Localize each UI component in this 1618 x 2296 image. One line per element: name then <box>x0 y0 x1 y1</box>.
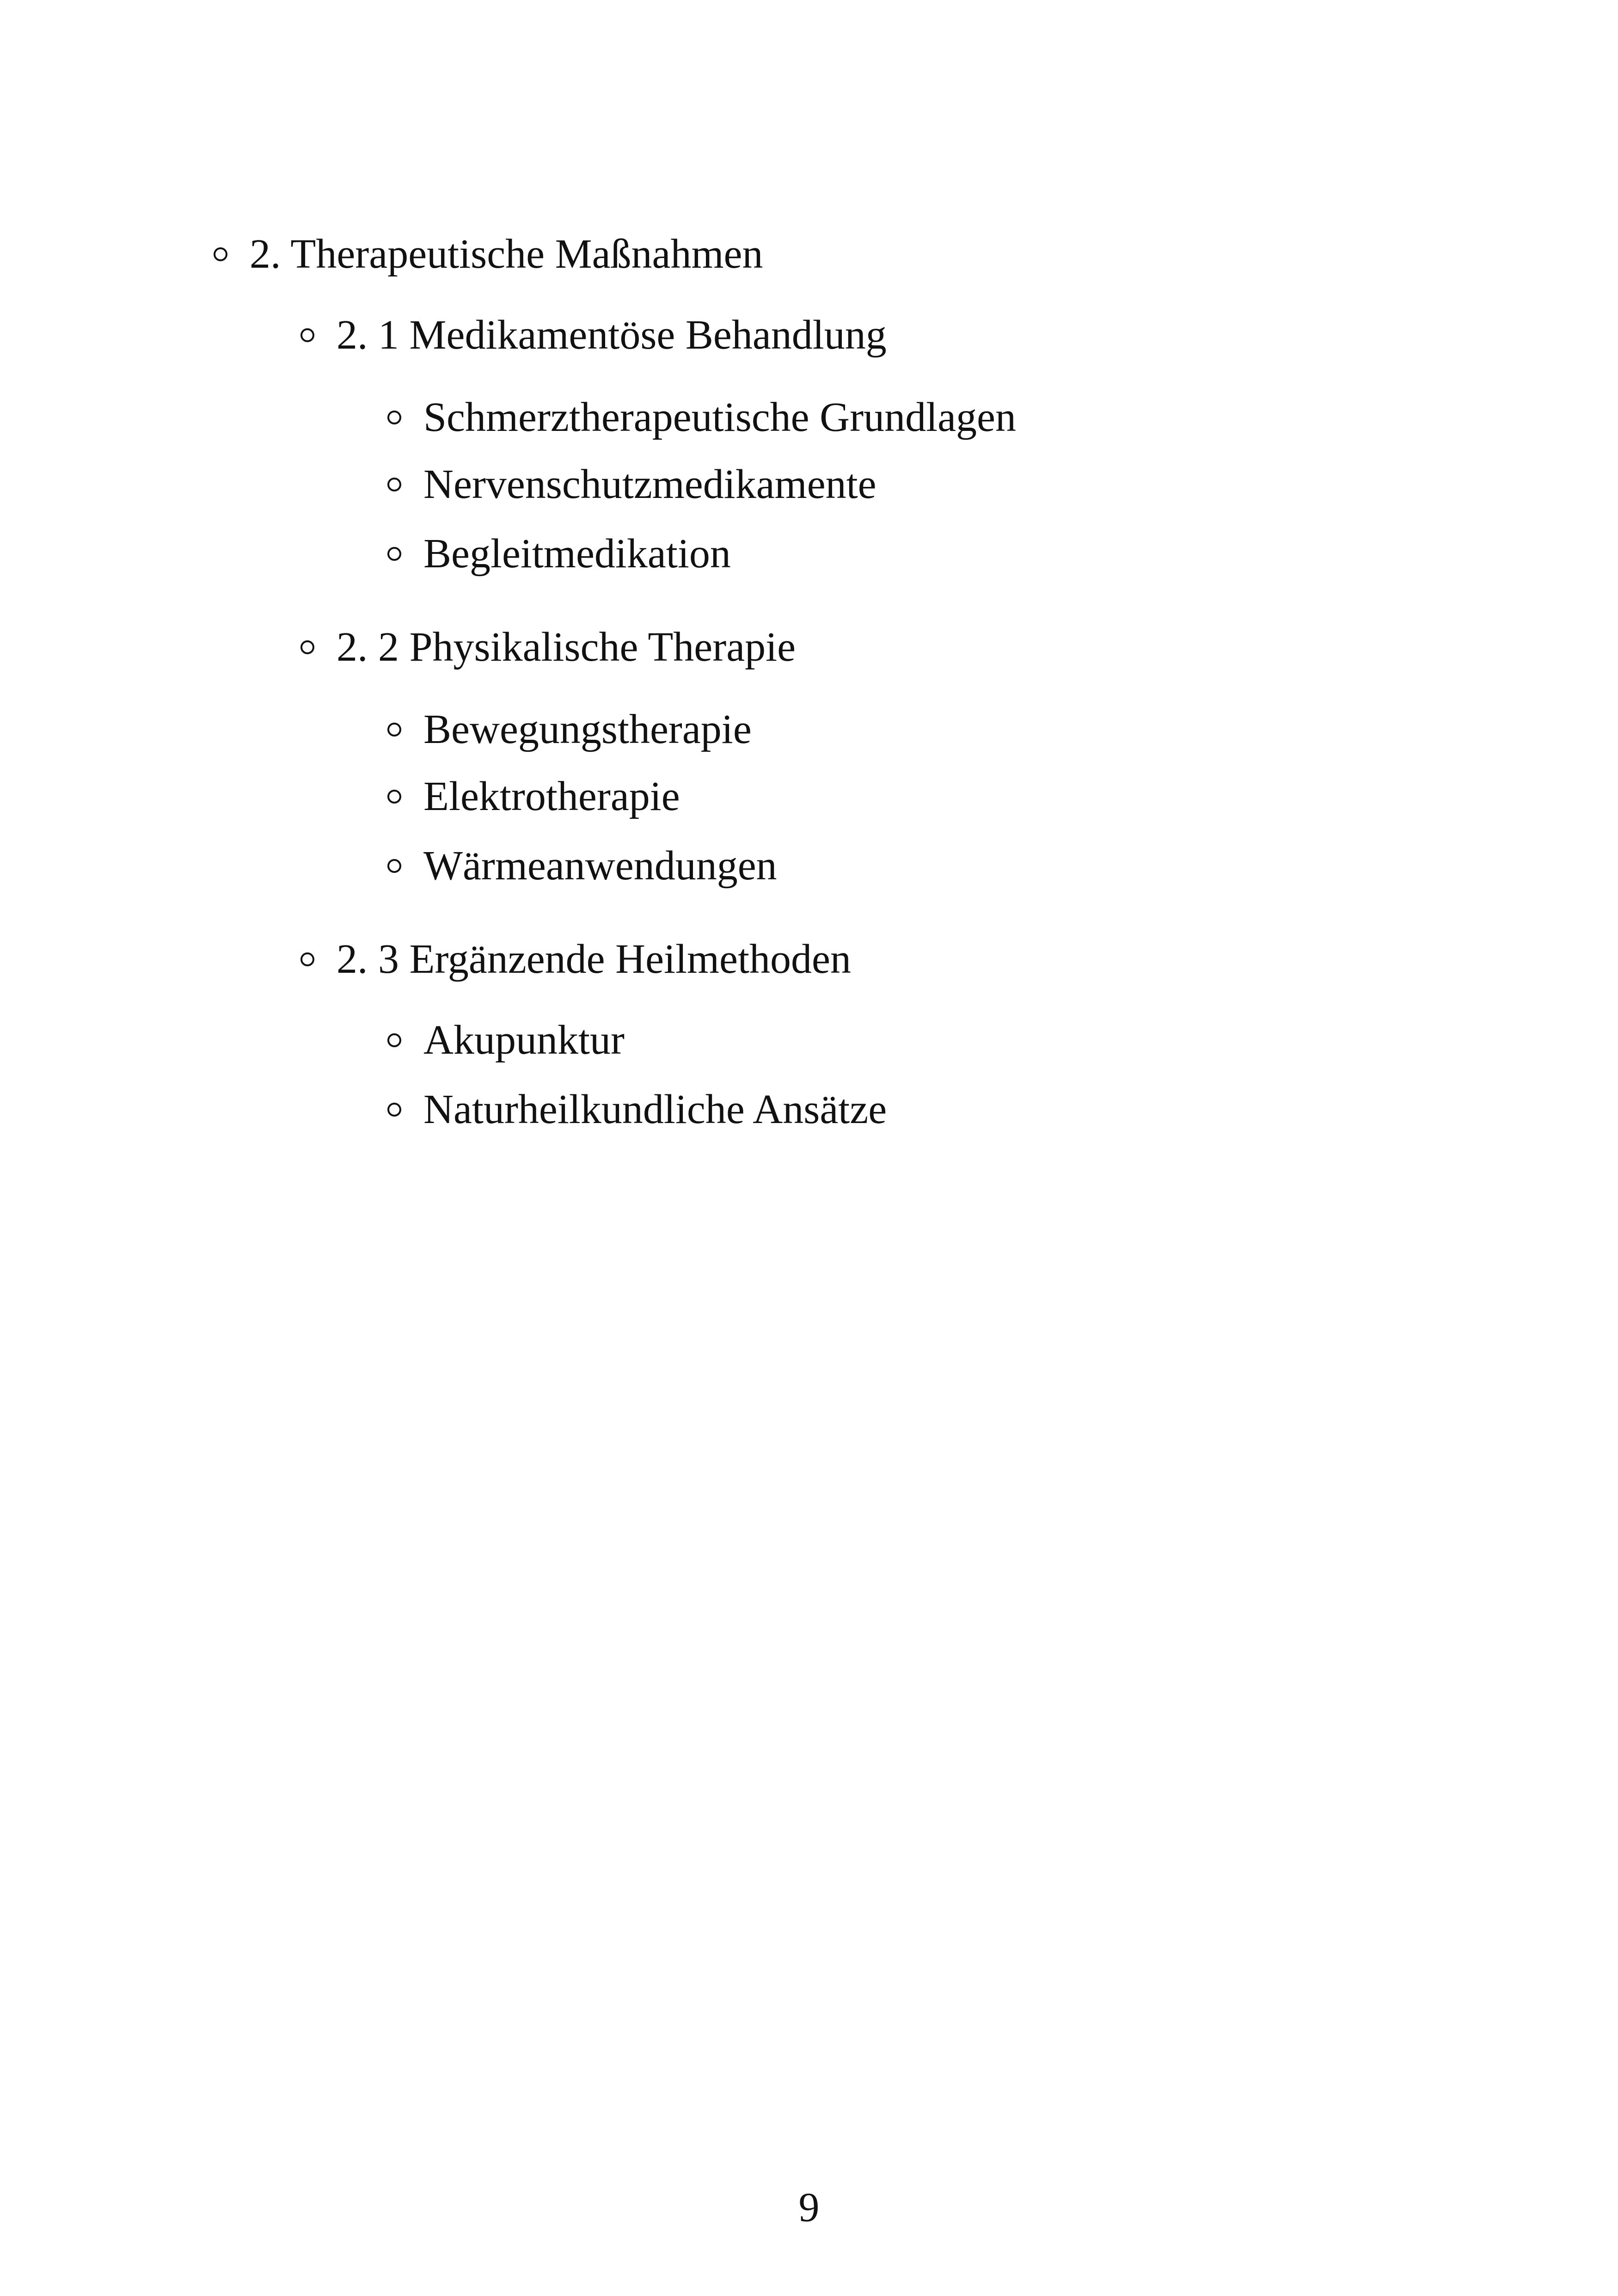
subitem-label: Schmerztherapeutische Grundlagen <box>423 394 1016 440</box>
subitem-label: Elektrotherapie <box>423 774 680 819</box>
subitem-label: Naturheilkundliche Ansätze <box>423 1087 887 1132</box>
outline-subitem <box>387 457 876 512</box>
circle-bullet-icon <box>214 247 227 261</box>
subitem-label: Begleitmedikation <box>423 531 731 577</box>
circle-bullet-icon <box>387 478 401 491</box>
subitem-label: Bewegungstherapie <box>423 706 752 752</box>
circle-bullet-icon <box>387 723 401 737</box>
circle-bullet-icon <box>387 859 401 873</box>
circle-bullet-icon <box>387 790 401 804</box>
circle-bullet-icon <box>300 328 314 342</box>
subitem-label: Akupunktur <box>423 1017 625 1063</box>
subitem-label: Wärmeanwendungen <box>423 843 777 889</box>
circle-bullet-icon <box>300 640 314 654</box>
section-heading-label: 2. 3 Ergänzende Heilmethoden <box>337 936 851 982</box>
outline-section-heading <box>300 932 851 987</box>
subitem-label: Nervenschutzmedikamente <box>423 461 876 507</box>
outline-subitem <box>387 1082 887 1137</box>
outline-subitem <box>387 1013 625 1068</box>
outline-item-label: 2. Therapeutische Maßnahmen <box>250 231 763 277</box>
outline-section-heading <box>300 307 887 363</box>
circle-bullet-icon <box>387 411 401 424</box>
outline-subitem <box>387 526 731 582</box>
section-heading-label: 2. 1 Medikamentöse Behandlung <box>337 312 887 358</box>
circle-bullet-icon <box>300 952 314 966</box>
outline-subitem <box>387 702 752 757</box>
outline-subitem <box>387 390 1016 445</box>
outline-item-main <box>214 227 763 282</box>
outline-subitem <box>387 838 777 894</box>
outline-section-heading <box>300 620 796 675</box>
circle-bullet-icon <box>387 1033 401 1047</box>
circle-bullet-icon <box>387 1103 401 1117</box>
outline-subitem <box>387 769 680 824</box>
page-number: 9 <box>798 2185 820 2230</box>
circle-bullet-icon <box>387 547 401 561</box>
section-heading-label: 2. 2 Physikalische Therapie <box>337 624 796 670</box>
